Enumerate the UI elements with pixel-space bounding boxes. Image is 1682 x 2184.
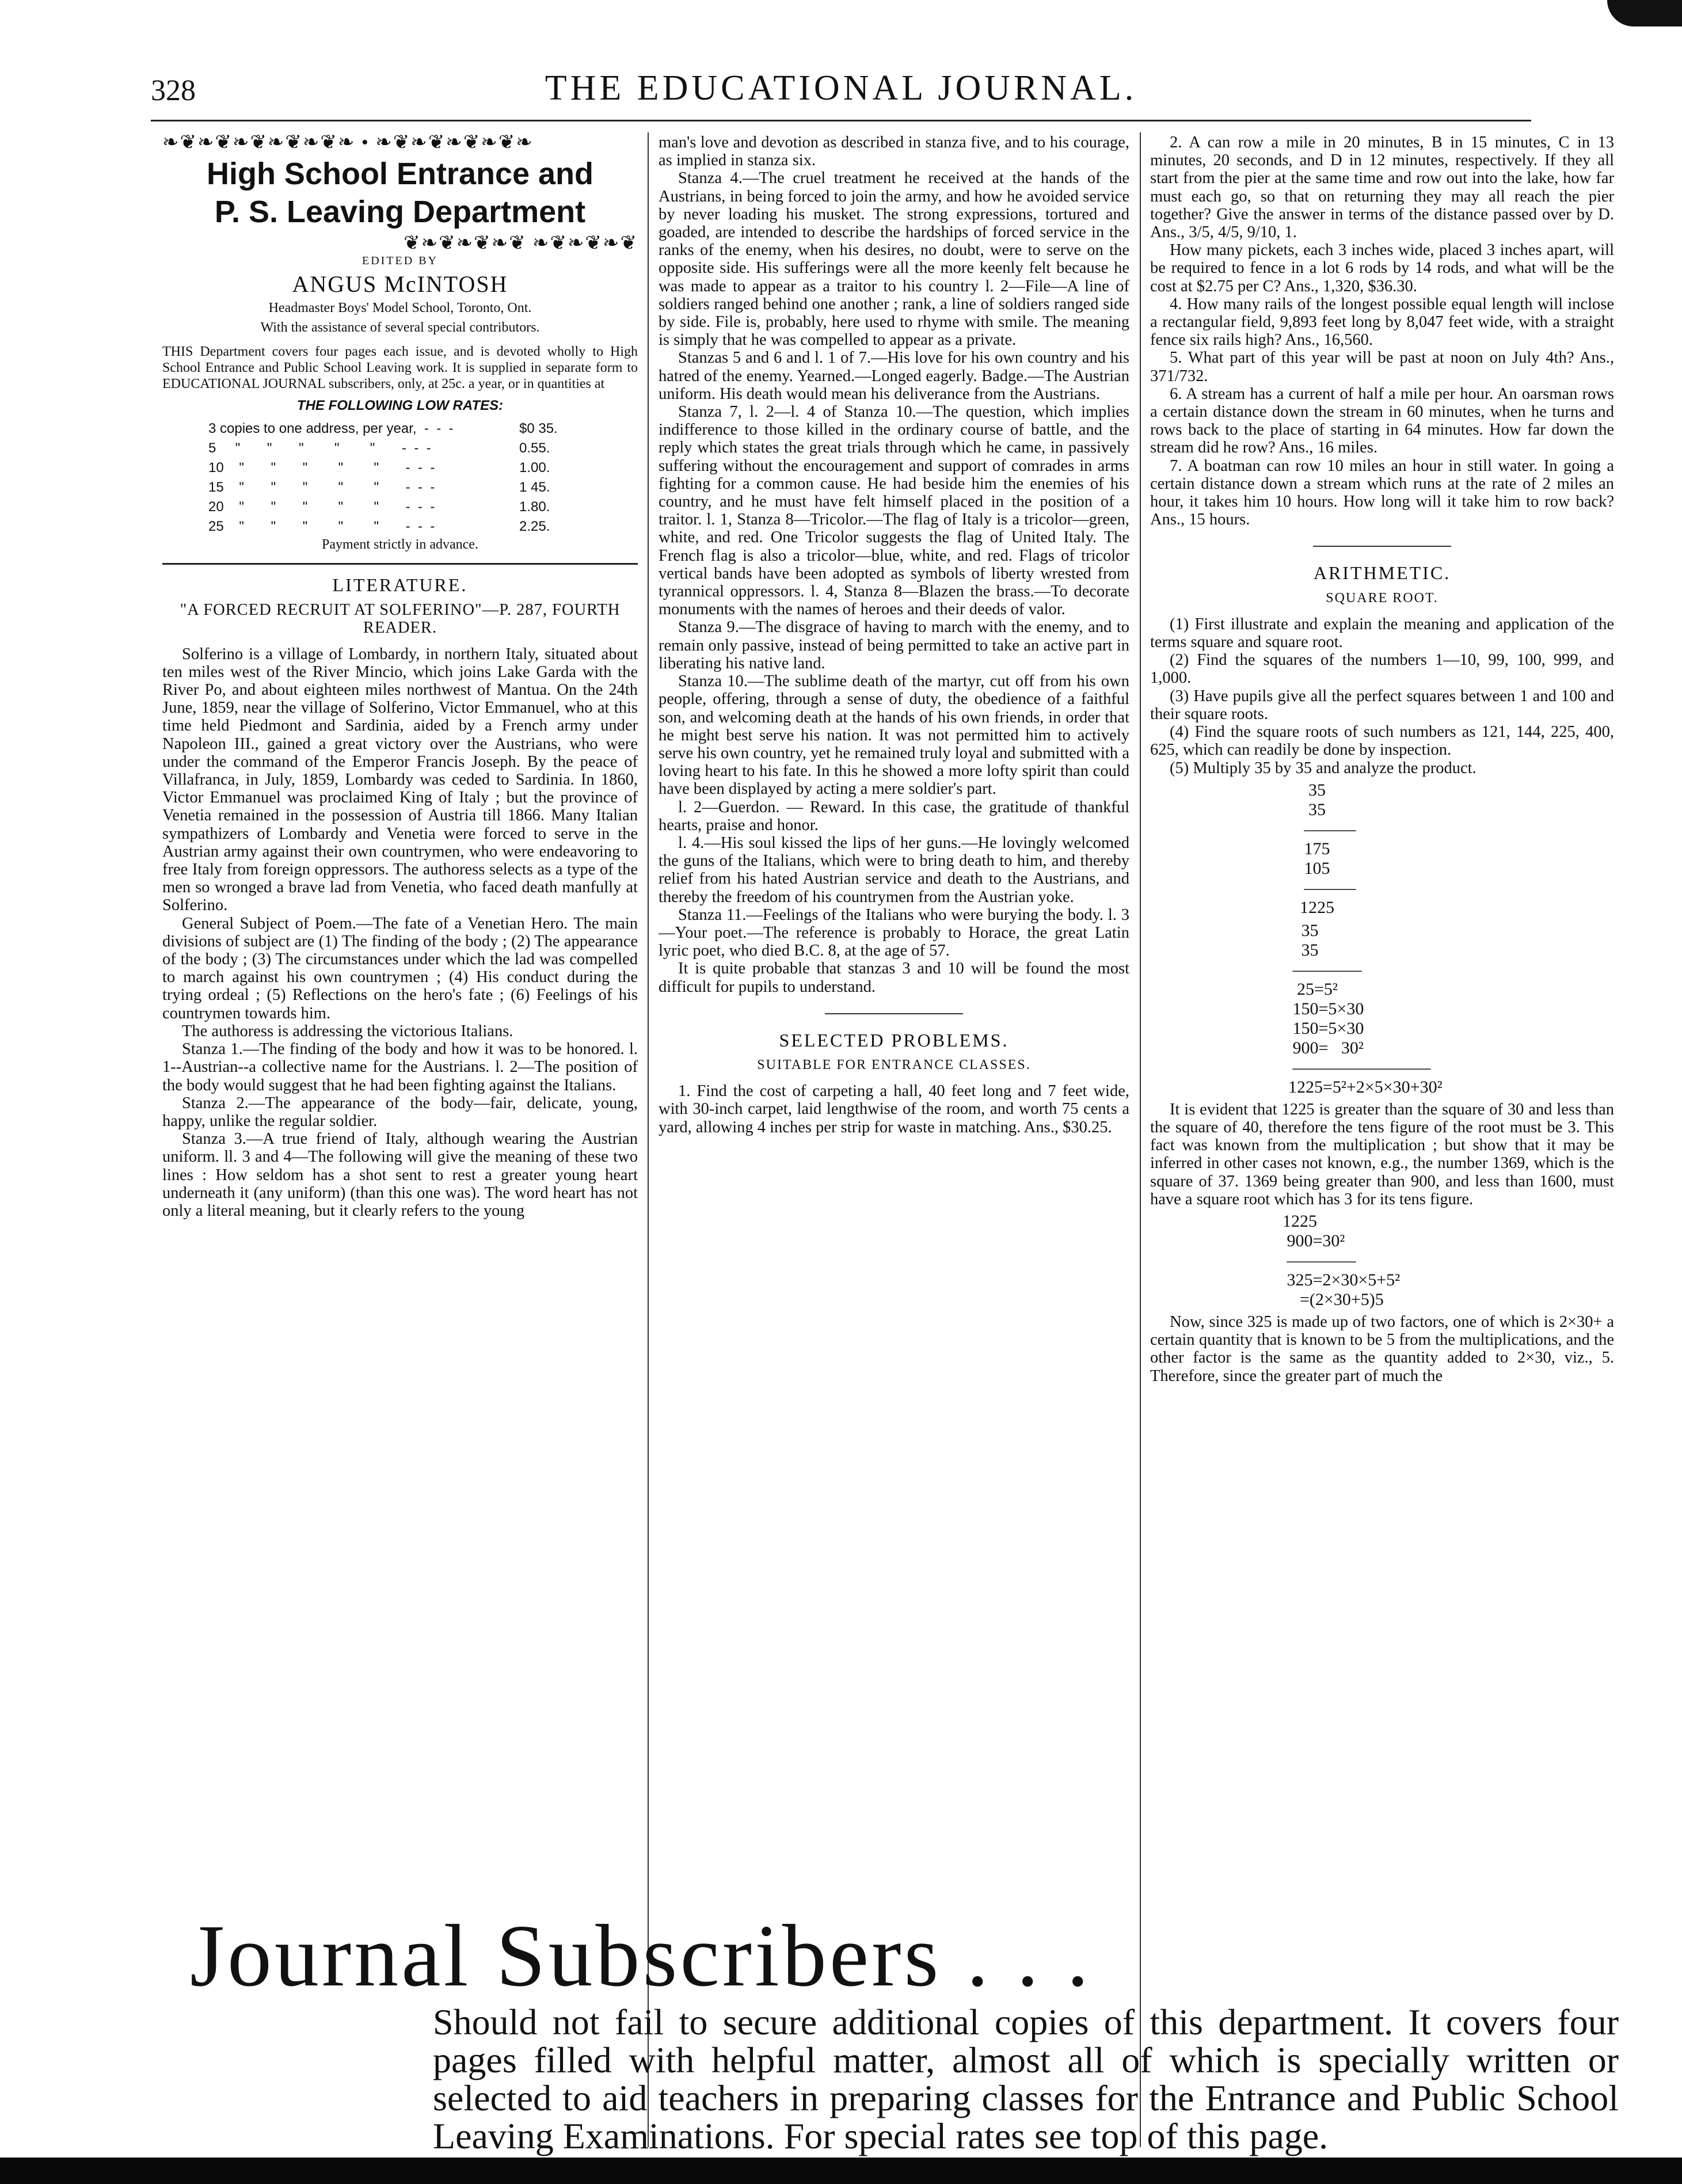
short-rule (825, 1013, 963, 1014)
arithmetic-item: (2) Find the squares of the numbers 1—10, 99, 100, 999, and 1,000. (1150, 651, 1614, 687)
rates-heading: THE FOLLOWING LOW RATES: (296, 397, 504, 413)
header-rule (151, 120, 1531, 121)
rate-row: 20 " " " " " - - - 1.80. (208, 499, 550, 515)
paragraph: Stanza 2.—The appearance of the body—fair, delicate, young, happy, unlike the regular soldier. (162, 1094, 638, 1130)
paragraph: Stanza 3.—A true friend of Italy, although wearing the Austrian uniform. ll. 3 and 4—The following will give the meaning of these two lines : How seldom has a shot sent to rest a greater young heart underneath it (any uniform) (than this one was). The word heart has not only a literal meaning, but it clearly refers to the young (162, 1130, 638, 1220)
column-3 (1150, 134, 1614, 1385)
arithmetic-heading: ARITHMETIC. (1313, 562, 1451, 584)
advert-headline: Journal Subscribers . . . (190, 1907, 1092, 2005)
paragraph: It is quite probable that stanzas 3 and 10 will be found the most difficult for pupils to understand. (659, 960, 1129, 996)
paragraph: Stanza 1.—The finding of the body and how it was to be honored. l. 1--Austrian--a collective name for the Austrians. l. 2—The position of the body would suggest that he had been fighting against the Italians. (162, 1040, 638, 1094)
department-title (162, 155, 638, 231)
payment-note: Payment strictly in advance. (322, 537, 478, 553)
editor-position: Headmaster Boys' Model School, Toronto, Ont. (268, 300, 532, 315)
arithmetic-subheading: SQUARE ROOT. (1326, 590, 1439, 606)
advert-body (433, 2003, 1619, 2155)
department-title-line1: High School Entrance and (206, 157, 594, 192)
multiplication-example: 35 35 ——— 175 105 ——— 1225 (1300, 780, 1356, 917)
ornament-border: ❧❦❧❦❧❦❧❦❧❦❧ • ❧❦❧❦❧❦❧❦❧ (162, 134, 534, 152)
edited-by: EDITED BY (362, 254, 438, 268)
problem: 1. Find the cost of carpeting a hall, 40 feet long and 7 feet wide, with 30-inch carpet, laid lengthwise of the room, and worth 75 cents a yard, allowing 4 inches per strip for waste in matching. Ans., $30.25. (659, 1082, 1129, 1136)
rate-row: 25 " " " " " - - - 2.25. (208, 519, 550, 535)
paragraph: Stanzas 5 and 6 and l. 1 of 7.—His love for his own country and his hatred of the enemy. Yearned.—Longed eagerly. Badge.—The Austrian uniform. His death would mean his deliverance from the Austrians. (659, 349, 1129, 403)
rate-row: 10 " " " " " - - - 1.00. (208, 460, 550, 476)
rate-row: 15 " " " " " - - - 1 45. (208, 480, 550, 496)
paragraph: Stanza 11.—Feelings of the Italians who were burying the body. l. 3—Your poet.—The reference is probably to Horace, the great Latin lyric poet, who died B.C. 8, at the age of 57. (659, 905, 1129, 960)
arithmetic-item: (4) Find the square roots of such numbers as 121, 144, 225, 400, 625, which can readily be done by inspection. (1150, 723, 1614, 759)
editor-name: ANGUS McINTOSH (292, 271, 508, 297)
arithmetic-item: (3) Have pupils give all the perfect squares between 1 and 100 and their square roots. (1150, 687, 1614, 723)
paragraph: The authoress is addressing the victorious Italians. (182, 1022, 513, 1040)
paragraph: It is evident that 1225 is greater than the square of 30 and less than the square of 40, therefore the tens figure of the root must be 3. This fact was known from the multiplication ; but show that it may be inferred in other cases not known, e.g., the number 1369, which is the square of 37. 1369 being greater than 900, and less than 1600, must have a square root which has 3 for its tens figure. (1150, 1100, 1614, 1208)
product-analysis: 35 35 ———— 25=5² 150=5×30 150=5×30 900= 30² ———————— 1225=5²+2×5×30+30² (1288, 920, 1443, 1097)
paragraph: l. 4.—His soul kissed the lips of her guns.—He lovingly welcomed the guns of the Italians, which were to bring death to him, and thereby relief from his hated Austrian service and death to the Austrians, and thereby the freedom of his countrymen from the Austrian yoke. (659, 834, 1129, 906)
paragraph: l. 2—Guerdon. — Reward. In this case, the gratitude of thankful hearts, praise and honor. (659, 798, 1129, 834)
journal-title: THE EDUCATIONAL JOURNAL. (545, 69, 1137, 108)
arithmetic-item: (5) Multiply 35 by 35 and analyze the product. (1170, 759, 1476, 777)
arithmetic-item: (1) First illustrate and explain the meaning and application of the terms square and square root. (1150, 615, 1614, 652)
paragraph: Stanza 10.—The sublime death of the martyr, cut off from his own people, offering, through a sense of duty, the obedience of a faithful son, and welcoming death at the hands of his own friends, in order that he might best serve his nation. It was not permitted him to actively serve his own country, yet he remained truly loyal and submitted with a loving heart to his fate. In this he showed a more lofty spirit than could have been displayed by acting a mere soldier's part. (659, 672, 1129, 798)
advert-text: Should not fail to secure additional copies of this department. It covers four pages filled with helpful matter, almost all of which is specially written or selected to aid teachers in preparing classes for the Entrance and Public School Leaving Examinations. For special rates see top of this page. (433, 2002, 1619, 2156)
rate-row: 5 " " " " " - - - 0.55. (208, 440, 550, 456)
rate-row: 3 copies to one address, per year, - - - $0 35. (208, 421, 558, 437)
problem: How many pickets, each 3 inches wide, placed 3 inches apart, will be required to fence in a lot 6 rods by 14 rods, and what will be the cost at $2.75 per C? Ans., 1,320, $36.30. (1150, 241, 1614, 295)
paragraph: Now, since 325 is made up of two factors, one of which is 2×30+ a certain quantity that is known to be 5 from the multiplications, and the other factor is the same as the quantity added to 2×30, viz., 5. Therefore, since the greater part of much the (1150, 1312, 1614, 1385)
department-notice: THIS Department covers four pages each issue, and is devoted wholly to High School Entrance and Public School Leaving work. It is supplied in separate form to EDUCATIONAL JOURNAL subscribers, only, at 25c. a year, or in quantities at (162, 344, 638, 391)
scan-edge-bar (0, 2158, 1682, 2184)
problems-heading: SELECTED PROBLEMS. (779, 1029, 1009, 1051)
column-divider (1140, 132, 1141, 2147)
paragraph: Stanza 7, l. 2—l. 4 of Stanza 10.—The question, which implies indifference to those killed in the ordinary course of battle, and the reply which states the great trials through which he came, in passively suffering without the encouragement and support of comrades in arms fighting for a common cause. He had beside him the enemies of his country, and he must have felt himself placed in the position of a traitor. l. 1, Stanza 8—Tricolor.—The flag of Italy is a tricolor—green, white, and red. One Tricolor suggests the flag of United Italy. The French flag is also a tricolor—blue, white, and red. Flags of tricolor vertical bands have been adopted as symbols of liberty wrested from tyrannical oppressors. l. 4, Stanza 8—Blazen the brass.—To decorate monuments with the names of heroes and their deeds of valor. (659, 403, 1129, 619)
column-1 (162, 134, 638, 1220)
scan-corner-mark (1607, 0, 1682, 26)
problem: 5. What part of this year will be past at noon on July 4th? Ans., 371/732. (1150, 349, 1614, 385)
column-divider (648, 132, 649, 2147)
paragraph: man's love and devotion as described in stanza five, and to his courage, as implied in stanza six. (659, 134, 1129, 170)
problems-subheading: SUITABLE FOR ENTRANCE CLASSES. (757, 1057, 1031, 1072)
problem: 4. How many rails of the longest possible equal length will inclose a rectangular field, 9,893 feet long by 8,047 feet wide, with a straight fence six rails high? Ans., 16,560. (1150, 295, 1614, 349)
assistance-note: With the assistance of several special contributors. (260, 319, 540, 335)
paragraph: Solferino is a village of Lombardy, in northern Italy, situated about ten miles west of the River Mincio, which joins Lake Garda with the River Po, and about eighteen miles northwest of Mantua. On the 24th June, 1859, near the village of Solferino, Victor Emmanuel, who at this time held Piedmont and Sardinia, aided by a French army under Napoleon III., gained a great victory over the Austrians, who were under the command of the Emperor Francis Joseph. By the peace of Villafranca, in July, 1859, Lombardy was ceded to Sardinia. In 1860, Victor Emmanuel was proclaimed King of Italy ; but the province of Venetia remained in the possession of Austria till 1866. Many Italian sympathizers of Lombardy and Venetia were forced to serve in the Austrian army against their own countrymen, who were endeavoring to free Italy from foreign oppressors. The authoress selects as a type of the men so wronged a brave lad from Venetia, who faced death manfully at Solferino. (162, 645, 638, 915)
short-rule (1313, 546, 1451, 547)
problem: 6. A stream has a current of half a mile per hour. An oarsman rows a certain distance down the stream in 60 minutes, when he turns and rows back to the place of starting in 64 minutes. How far down the stream did he row? Ans., 16 miles. (1150, 385, 1614, 457)
subtraction-example: 1225 900=30² ———— 325=2×30×5+5² =(2×30+5)5 (1283, 1211, 1401, 1309)
rates-table (208, 419, 638, 537)
page-number: 328 (151, 74, 196, 107)
literature-subject: "A FORCED RECRUIT AT SOLFERINO"—P. 287, FOURTH READER. (180, 601, 621, 637)
problem: 7. A boatman can row 10 miles an hour in still water. In going a certain distance down a stream which runs at the rate of 2 miles an hour, it takes him 10 hours. How long will it take him to row back? Ans., 15 hours. (1150, 456, 1614, 529)
section-rule (162, 563, 638, 565)
paragraph: Stanza 9.—The disgrace of having to march with the enemy, and to remain only passive, instead of being permitted to take an active part in liberating his native land. (659, 618, 1129, 672)
department-title-line2: P. S. Leaving Department (214, 195, 586, 230)
problem: 2. A can row a mile in 20 minutes, B in 15 minutes, C in 13 minutes, 20 seconds, and D in 12 minutes, respectively. If they all start from the pier at the same time and row out into the lake, how far must each go, so that on returning they may all reach the pier together? Give the answer in terms of the distance passed over by D. Ans., 3/5, 4/5, 9/10, 1. (1150, 134, 1614, 242)
paragraph: General Subject of Poem.—The fate of a Venetian Hero. The main divisions of subject are (1) The finding of the body ; (2) The appearance of the body ; (3) The circumstances under which the lad was compelled to march against his own countrymen ; (4) His conduct during the trying ordeal ; (5) Reflections on the hero's fate ; (6) Feelings of his countrymen towards him. (162, 914, 638, 1022)
literature-heading: LITERATURE. (332, 574, 468, 596)
column-2 (659, 134, 1129, 1136)
ornament-border-bottom: ❦❧❦❧❦❧❦ ❧❦❧❦❧❦ (404, 234, 638, 253)
paragraph: Stanza 4.—The cruel treatment he received at the hands of the Austrians, in being forced to join the army, and how he avoided service by never loading his musket. The strong expressions, tortured and goaded, are intended to describe the hardships of forced service in the ranks of the enemy, when his desires, no doubt, were to serve on the opposite side. His sufferings were all the more keenly felt because he was made to appear as a traitor to his country l. 2—File—A line of soldiers ranged behind one another ; rank, a line of soldiers ranged side by side. File is, probably, here used to rhyme with smile. The meaning is simply that he was compelled to appear as a private. (659, 169, 1129, 349)
